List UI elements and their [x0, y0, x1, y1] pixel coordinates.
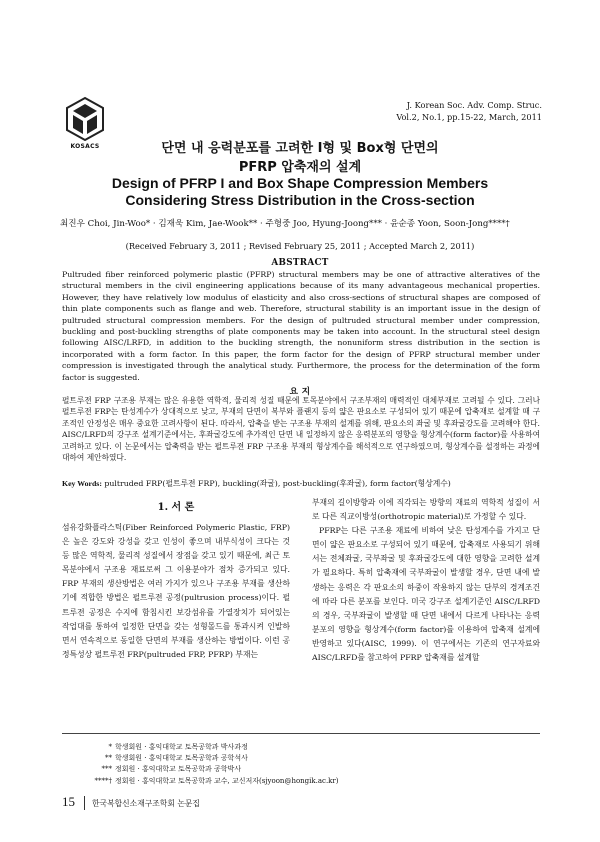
footnote-mark: *** — [101, 765, 112, 774]
footer-separator — [84, 796, 85, 810]
intro-right-column — [312, 496, 540, 665]
footnotes — [82, 742, 540, 787]
footnote-item — [82, 776, 540, 787]
footnote-mark: * — [108, 743, 112, 751]
footnote-item — [82, 742, 540, 753]
footnote-text: 정회원 · 홍익대학교 토목공학과 교수, 교신저자(sjyoon@hongik.ac.kr) — [115, 776, 339, 785]
korean-abstract-text: 펄트루젼 FRP 구조용 부재는 많은 유용한 역학적, 물리적 성질 때문에 토목분야에서 구조부재의 매력적인 대체부재로 고려될 수 있다. 그러나 펄트루젼 FRP는 탄성계수가 상대적으로 낮고, 부재의 단면이 복부와 플랜지 등의 얇은 판요소로 구성되어 있기 때문에 압축재로 설계할 때 구조적인 안정성은 매우 중요한 고려사항이 된다. 따라서, 압축을 받는 구조용 부재의 설계를 위해, 판요소의 좌굴 및 후좌굴강도를 고려해야 한다. AISC/LRFD의 강구조 설계기준에서는, 후좌굴강도에 추가적인 단면 내 일정하지 않은 응력분포의 영향을 형상계수(form factor)를 사용하여 고려하고 있다. 이 논문에서는 압축력을 받는 펄트루젼 FRP 구조용 부재의 형상계수를 해석적으로 연구하였으며, 형상계수를 설정하는 과정에 대하여 제안하였다. — [62, 396, 540, 463]
footnote-text: 정회원 · 홍익대학교 토목공학과 공학박사 — [115, 765, 242, 774]
title-english-line2: Considering Stress Distribution in the Cross-section — [125, 192, 475, 208]
footer-journal-name: 한국복합신소재구조학회 논문집 — [92, 799, 200, 808]
page-number: 15 — [62, 794, 75, 809]
title-english-line1: Design of PFRP I and Box Shape Compression Members — [111, 175, 489, 191]
intro-left-column: 섬유강화플라스틱(Fiber Reinforced Polymeric Plastic, FRP)은 높은 강도와 강성을 갖고 인성이 좋으며 내부식성이 크다는 것 등 많은 역학적, 물리적 성질에서 장점을 갖고 있기 때문에, 최근 토목분야에서 구조용 재료로써 그 이용분야가 점차 증가되고 있다. FRP 부재의 생산방법은 여러 가지가 있으나 구조용 부재를 생산하기에 적합한 방법은 펄트루젼 공정(pultrusion process)이다. 펄트루젼 공정은 수지에 함침시킨 보강섬유를 가열장치가 되어있는 작업대를 통하여 일정한 단면을 갖는 성형몰드를 통과시켜 인발하면서 연속적으로 동일한 단면의 부재를 생산하는 방법이다. 이런 공정특성상 펄트루젼 FRP(pultruded FRP, PFRP) 부재는 — [62, 523, 290, 659]
keywords-text: pultruded FRP(펄트루젼 FRP), buckling(좌굴), post-buckling(후좌굴), form factor(형상계수) — [104, 479, 451, 488]
footnote-mark: ** — [105, 754, 112, 763]
intro-right-paragraph-2: PFRP는 다른 구조용 재료에 비하여 낮은 탄성계수를 가지고 단면이 얇은 판요소로 구성되어 있기 때문에, 압축재로 사용되기 위해서는 전체좌굴, 국부좌굴 및 후좌굴강도에 대한 영향을 고려한 설계가 필요하다. 특히 압축재에 국부좌굴이 발생할 경우, 단면 내에 발생하는 응력은 각 판요소의 하중이 작용하지 않는 단부의 경계조건에 따라 다른 분포를 보인다. 미국 강구조 설계기준인 AISC/LRFD의 경우, 국부좌굴이 발생할 때 단면 내에서 다르게 나타나는 응력분포의 영향을 형상계수(form factor)를 이용하여 압축재 설계에 반영하고 있다(AISC, 1999). 이 연구에서는 기존의 연구자료와 AISC/LRFD를 참고하여 PFRP 압축재를 설계할 — [312, 526, 540, 663]
keywords-label: Key Words: — [62, 479, 102, 488]
abstract-heading: ABSTRACT — [271, 258, 329, 268]
footnote-item — [82, 753, 540, 764]
intro-right-paragraph-1: 부재의 길이방향과 이에 직각되는 방향의 재료의 역학적 성질이 서로 다른 직교이방성(orthotropic material)로 가정할 수 있다. — [312, 498, 540, 522]
journal-citation — [282, 99, 542, 123]
title-korean-line2: PFRP 압축재의 설계 — [238, 160, 362, 175]
footnote-mark: ****† — [94, 776, 112, 785]
kosacs-logo — [64, 96, 106, 142]
footnote-item — [82, 764, 540, 775]
author-list: 최진우 Choi, Jin-Woo* · 김재욱 Kim, Jae-Wook** · 주형중 Joo, Hyung-Joong*** · 윤순종 Yoon, Soon-Jong****† — [60, 219, 510, 229]
logo-text: KOSACS — [70, 143, 100, 150]
keywords — [62, 478, 540, 489]
journal-volume: Vol.2, No.1, pp.15-22, March, 2011 — [396, 112, 542, 122]
title-korean-line1: 단면 내 응력분포를 고려한 I형 및 Box형 단면의 — [161, 141, 439, 156]
footnote-divider — [62, 733, 540, 734]
footnote-text: 학생회원 · 홍익대학교 토목공학과 공학석사 — [115, 754, 248, 763]
korean-abstract-heading: 요 지 — [289, 387, 311, 397]
received-dates: (Received February 3, 2011 ; Revised February 25, 2011 ; Accepted March 2, 2011) — [125, 241, 475, 251]
section-heading-introduction: 1. 서 론 — [157, 502, 195, 513]
abstract-text: Pultruded fiber reinforced polymeric plastic (PFRP) structural members may be one of attractive alteratives of the structural members in the civil engineering applications because of its many advantageous mechanical properties. However, they have relatively low modulus of elasticity and also cross-sections of structural shapes are composed of thin plate components such as flange and web. Therefore, structural stability is an important issue in the design of pultruded structural compression members. For the design of pultruded structural member under compression, buckling and post-buckling strengths of plate components may be taken into account. In the structural steel design following AISC/LRFD, in addition to the buckling strength, the nonuniform stress distribution in the section is incorporated with a form factor. In this paper, the form factor for the design of PFRP structural member under compression is investigated through the analytical study. Furthermore, the process for the determination of the form factor is suggested. — [62, 270, 540, 382]
journal-name: J. Korean Soc. Adv. Comp. Struc. — [406, 100, 542, 110]
footnote-text: 학생회원 · 홍익대학교 토목공학과 박사과정 — [115, 743, 248, 751]
